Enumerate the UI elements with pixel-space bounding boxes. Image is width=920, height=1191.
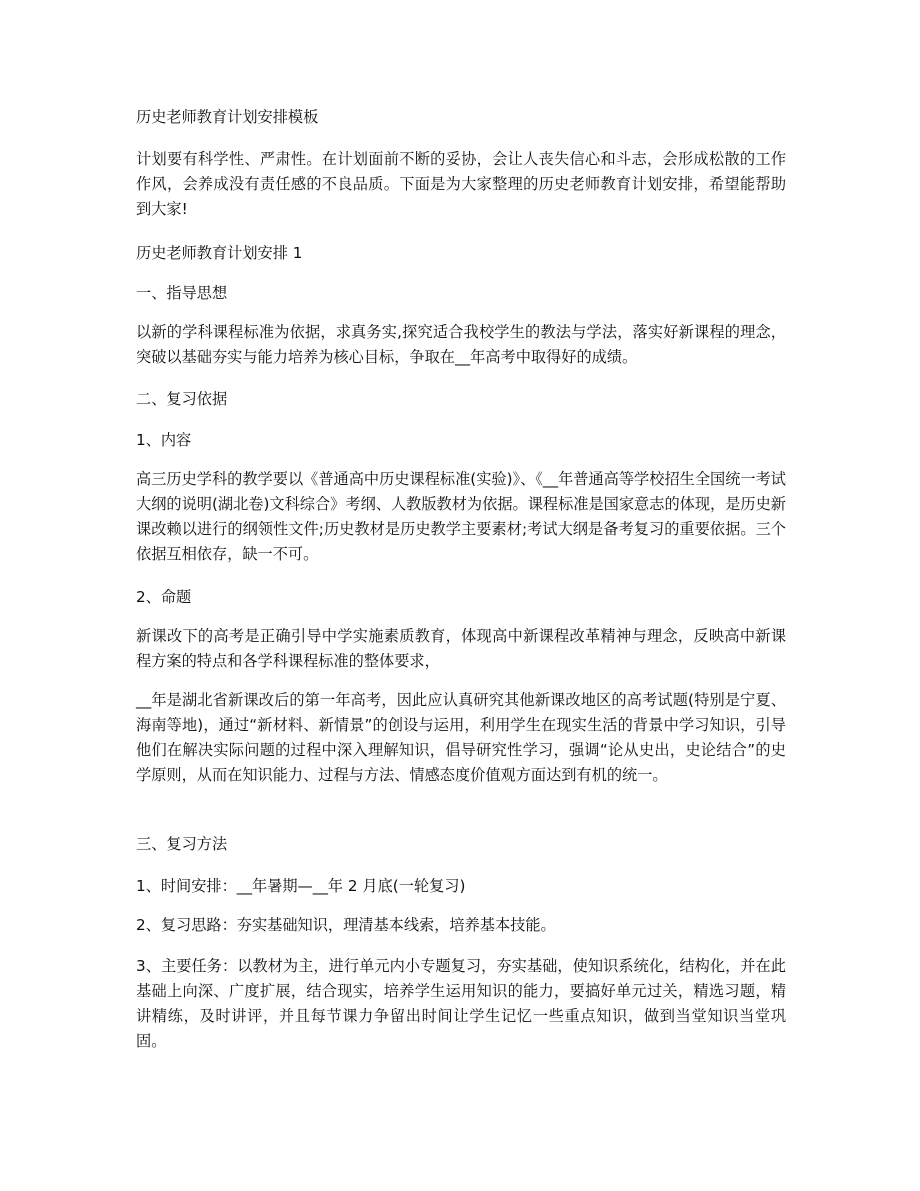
paragraph-guiding-ideology: 以新的学科课程标准为依据，求真务实,探究适合我校学生的教法与学法，落实好新课程的理念，突破以基础夯实与能力培养为核心目标，争取在__年高考中取得好的成绩。 [136, 323, 786, 366]
paragraph-proposition: 新课改下的高考是正确引导中学实施素质教育，体现高中新课程改革精神与理念，反映高中新课程方案的特点和各学科课程标准的整体要求， [136, 627, 786, 670]
document-title: 历史老师教育计划安排模板 [136, 108, 319, 126]
heading-review-method: 三、复习方法 [136, 835, 228, 853]
paragraph-review-approach: 2、复习思路：夯实基础知识，理清基本线索，培养基本技能。 [136, 916, 556, 934]
paragraph-time-schedule: 1、时间安排：__年暑期—__年 2 月底(一轮复习) [136, 877, 466, 895]
subheading-content: 1、内容 [136, 431, 192, 449]
paragraph-content: 高三历史学科的教学要以《普通高中历史课程标准(实验)》、《__年普通高等学校招生全国统一考试大纲的说明(湖北卷)文科综合》考纲、人教版教材为依据。课程标准是国家意志的体现，是历史新课改赖以进行的纲领性文件;历史教材是历史教学主要素材;考试大纲是备考复习的重要依据。三个依据互相依存，缺一不可。 [136, 470, 786, 563]
paragraph-hubei-exam: __年是湖北省新课改后的第一年高考，因此应认真研究其他新课改地区的高考试题(特别是宁夏、海南等地)，通过“新材料、新情景”的创设与运用，利用学生在现实生活的背景中学习知识，引导他们在解决实际问题的过程中深入理解知识，倡导研究性学习，强调“论从史出，史论结合”的史学原则，从而在知识能力、过程与方法、情感态度价值观方面达到有机的统一。 [136, 691, 786, 784]
intro-paragraph: 计划要有科学性、严肃性。在计划面前不断的妥协，会让人丧失信心和斗志，会形成松散的工作作风，会养成没有责任感的不良品质。下面是为大家整理的历史老师教育计划安排，希望能帮助到大家! [136, 150, 786, 218]
subheading-proposition: 2、命题 [136, 588, 192, 606]
paragraph-main-tasks: 3、主要任务：以教材为主，进行单元内小专题复习，夯实基础，使知识系统化，结构化，并在此基础上向深、广度扩展，结合现实，培养学生运用知识的能力，要搞好单元过关，精选习题，精讲精练，及时讲评，并且每节课力争留出时间让学生记忆一些重点知识，做到当堂知识当堂巩固。 [136, 957, 786, 1050]
heading-review-basis: 二、复习依据 [136, 390, 228, 408]
section-title: 历史老师教育计划安排 1 [136, 244, 303, 262]
heading-guiding-ideology: 一、指导思想 [136, 284, 228, 302]
